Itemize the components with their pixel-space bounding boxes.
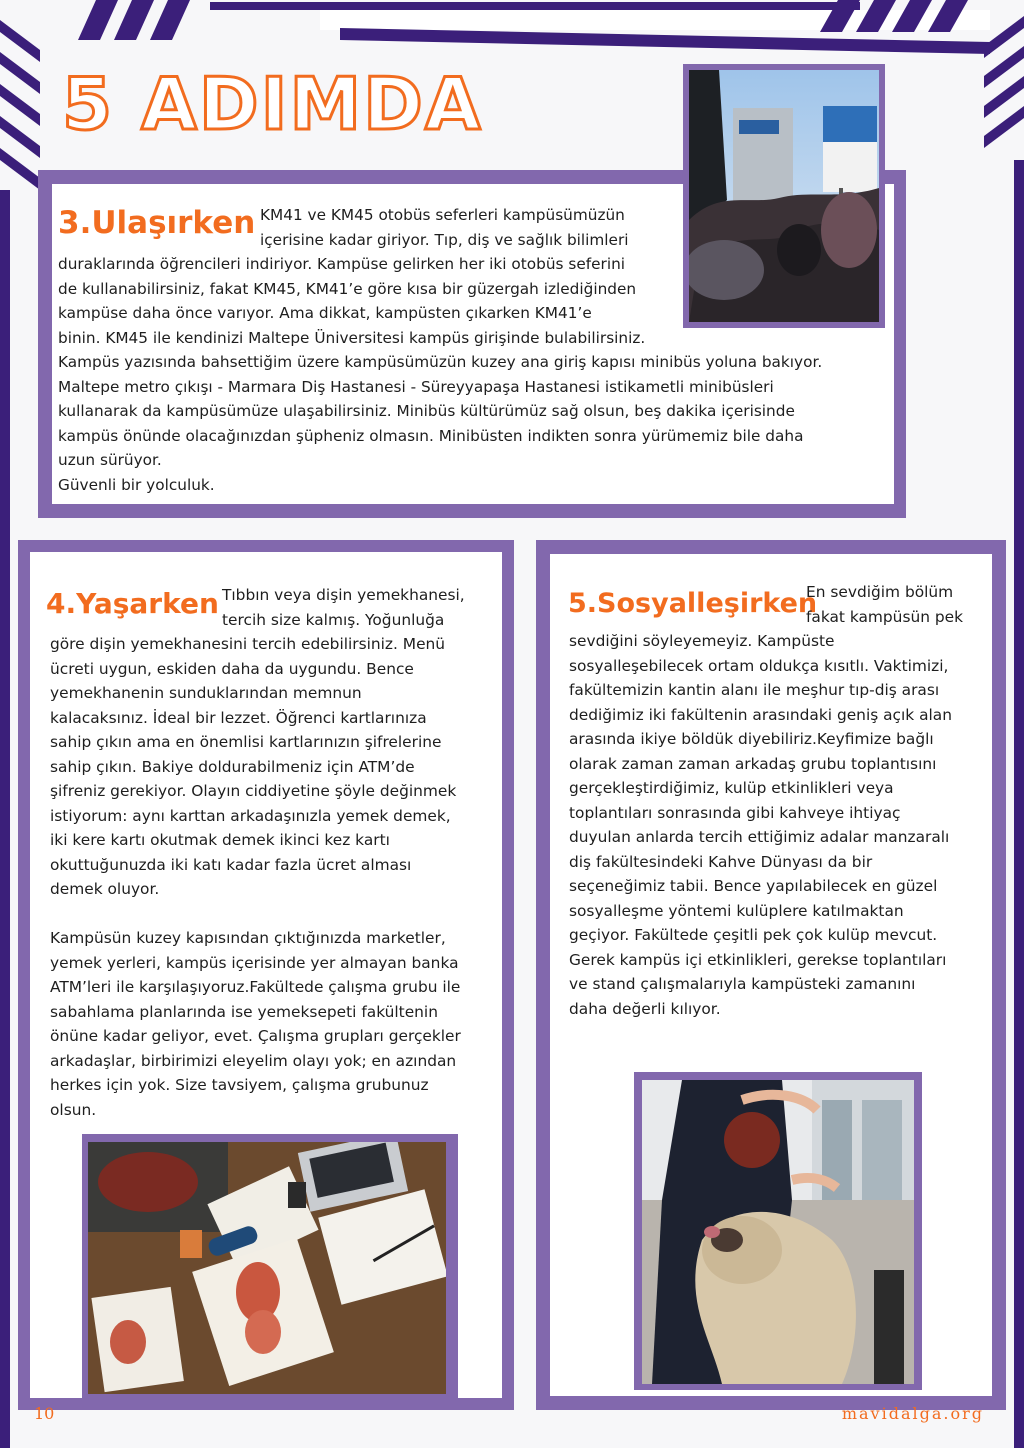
text-line: sahip çıkın ama en önemlisi kartlarınızın şifrelerine — [50, 733, 442, 751]
text-line: sevdiğini söyleyemeyiz. Kampüste — [569, 632, 835, 650]
text-line: sosyalleşebilecek ortam oldukça kısıtlı. Vaktimizi, — [569, 656, 949, 675]
text-line: yemek yerleri, kampüs içerisinde yer almayan banka — [50, 953, 459, 972]
text-line: olarak zaman zaman arkadaş grubu toplantısını — [569, 754, 937, 773]
text-line: kullanarak da kampüsümüze ulaşabilirsiniz. Minibüs kültürümüz sağ olsun, beş dakika içerisinde — [58, 402, 795, 420]
text-line: kalacaksınız. İdeal bir lezzet. Öğrenci kartlarınıza — [50, 708, 427, 727]
section-text-sosyallesirken — [569, 580, 963, 1021]
text-line: fakültemizin kantin alanı ile meşhur tıp-diş arası — [569, 681, 940, 699]
text-line: içerisine kadar giriyor. Tıp, diş ve sağlık bilimleri — [260, 230, 629, 249]
text-line: Güvenli bir yolculuk. — [58, 475, 215, 494]
text-line: binin. KM45 ile kendinizi Maltepe Üniversitesi kampüs girişinde bulabilirsiniz. — [58, 328, 646, 347]
text-line: tercih size kalmış. Yoğunluğa — [222, 610, 445, 629]
section-text-ulasirken — [58, 203, 822, 497]
text-line: geçiyor. Fakültede çeşitli pek çok kulüp mevcut. — [569, 926, 938, 944]
text-line: de kullanabilirsiniz, fakat KM45, KM41’e göre kısa bir güzergah izlediğinden — [58, 279, 637, 298]
text-line: ve stand çalışmalarıyla kampüsteki zamanını — [569, 975, 916, 993]
text-line: önüne kadar geliyor, evet. Çalışma grupları gerçekler — [50, 1027, 461, 1045]
page-title: 5 ADIMDA — [62, 62, 483, 146]
text-line: sabahlama planlarında ise yemeksepeti fakültenin — [50, 1002, 438, 1021]
text-line: KM41 ve KM45 otobüs seferleri kampüsümüzün — [260, 206, 625, 224]
text-line: En sevdiğim bölüm — [806, 583, 954, 601]
text-line: okuttuğunuzda iki katı kadar fazla ücret alması — [50, 855, 412, 874]
page-number: 10 — [34, 1404, 55, 1423]
text-line: göre dişin yemekhanesini tercih edebilirsiniz. Menü — [50, 635, 446, 653]
text-line: kampüs önünde olacağınızdan şüpheniz olmasın. Minibüsten indikten sonra yürümemiz bile daha — [58, 426, 804, 445]
text-line: olsun. — [50, 1100, 97, 1119]
text-line: daha değerli kılıyor. — [569, 999, 721, 1018]
text-line: toplantıları sonrasında gibi kahveye ihtiyaç — [569, 803, 901, 822]
text-line: herkes için yok. Size tavsiyem, çalışma grubunuz — [50, 1076, 429, 1094]
website-link[interactable]: mavidalga.org — [841, 1404, 984, 1423]
section-heading-sosyallesirken: 5.Sosyalleşirken — [568, 588, 818, 619]
text-line: arkadaşlar, birbirimizi eleyelim olayı yok; en azından — [50, 1051, 457, 1070]
text-line: uzun sürüyor. — [58, 451, 162, 469]
text-line: Gerek kampüs içi etkinlikleri, gerekse toplantıları — [569, 950, 947, 969]
text-line — [50, 902, 465, 927]
text-line: seçeneğimiz tabii. Bence yapılabilecek en güzel — [569, 877, 938, 895]
section-heading-ulasirken: 3.Ulaşırken — [58, 205, 256, 241]
text-line: yemekhanenin sunduklarından memnun — [50, 684, 362, 702]
text-line: Kampüsün kuzey kapısından çıktığınızda marketler, — [50, 929, 446, 947]
text-line: Tıbbın veya dişin yemekhanesi, — [222, 586, 465, 604]
dog-photo — [642, 1080, 914, 1384]
text-line: fakat kampüsün pek — [806, 607, 964, 626]
text-line: demek oluyor. — [50, 880, 160, 898]
study-table-photo — [88, 1142, 446, 1394]
text-line: duraklarında öğrencileri indiriyor. Kampüse gelirken her iki otobüs seferini — [58, 255, 626, 273]
text-line: istiyorum: aynı karttan arkadaşınızla yemek demek, — [50, 806, 451, 825]
text-line: ücreti uygun, eskiden daha da uygundu. Bence — [50, 659, 414, 678]
text-line: gerçekleştirdiğimiz, kulüp etkinlikleri veya — [569, 779, 894, 797]
text-line: sahip çıkın. Bakiye doldurabilmeniz için ATM’de — [50, 757, 415, 776]
text-line: duyulan anlarda tercih ettiğimiz adalar manzaralı — [569, 828, 950, 846]
text-line: kampüse daha önce varıyor. Ama dikkat, kampüsten çıkarken KM41’e — [58, 304, 592, 322]
section-heading-yasarken: 4.Yaşarken — [46, 587, 219, 620]
text-line: Kampüs yazısında bahsettiğim üzere kampüsümüzün kuzey ana giriş kapısı minibüs yoluna bakıyor. — [58, 353, 823, 371]
text-line: dediğimiz iki fakültenin arasındaki geniş açık alan — [569, 705, 952, 724]
section-text-yasarken — [50, 583, 465, 1122]
text-line: arasında ikiye böldük diyebiliriz.Keyfimize bağlı — [569, 730, 934, 748]
text-line: ATM’leri ile karşılaşıyoruz.Fakültede çalışma grubu ile — [50, 978, 461, 996]
text-line: iki kere kartı okutmak demek ikinci kez kartı — [50, 831, 390, 849]
text-line: Maltepe metro çıkışı - Marmara Diş Hastanesi - Süreyyapaşa Hastanesi istikametli minibüsleri — [58, 377, 774, 396]
text-line: sosyalleşme yöntemi kulüplere katılmaktan — [569, 901, 904, 920]
text-line: diş fakültesindeki Kahve Dünyası da bir — [569, 852, 873, 871]
text-line: şifreniz gerekiyor. Olayın ciddiyetine şöyle değinmek — [50, 782, 457, 800]
